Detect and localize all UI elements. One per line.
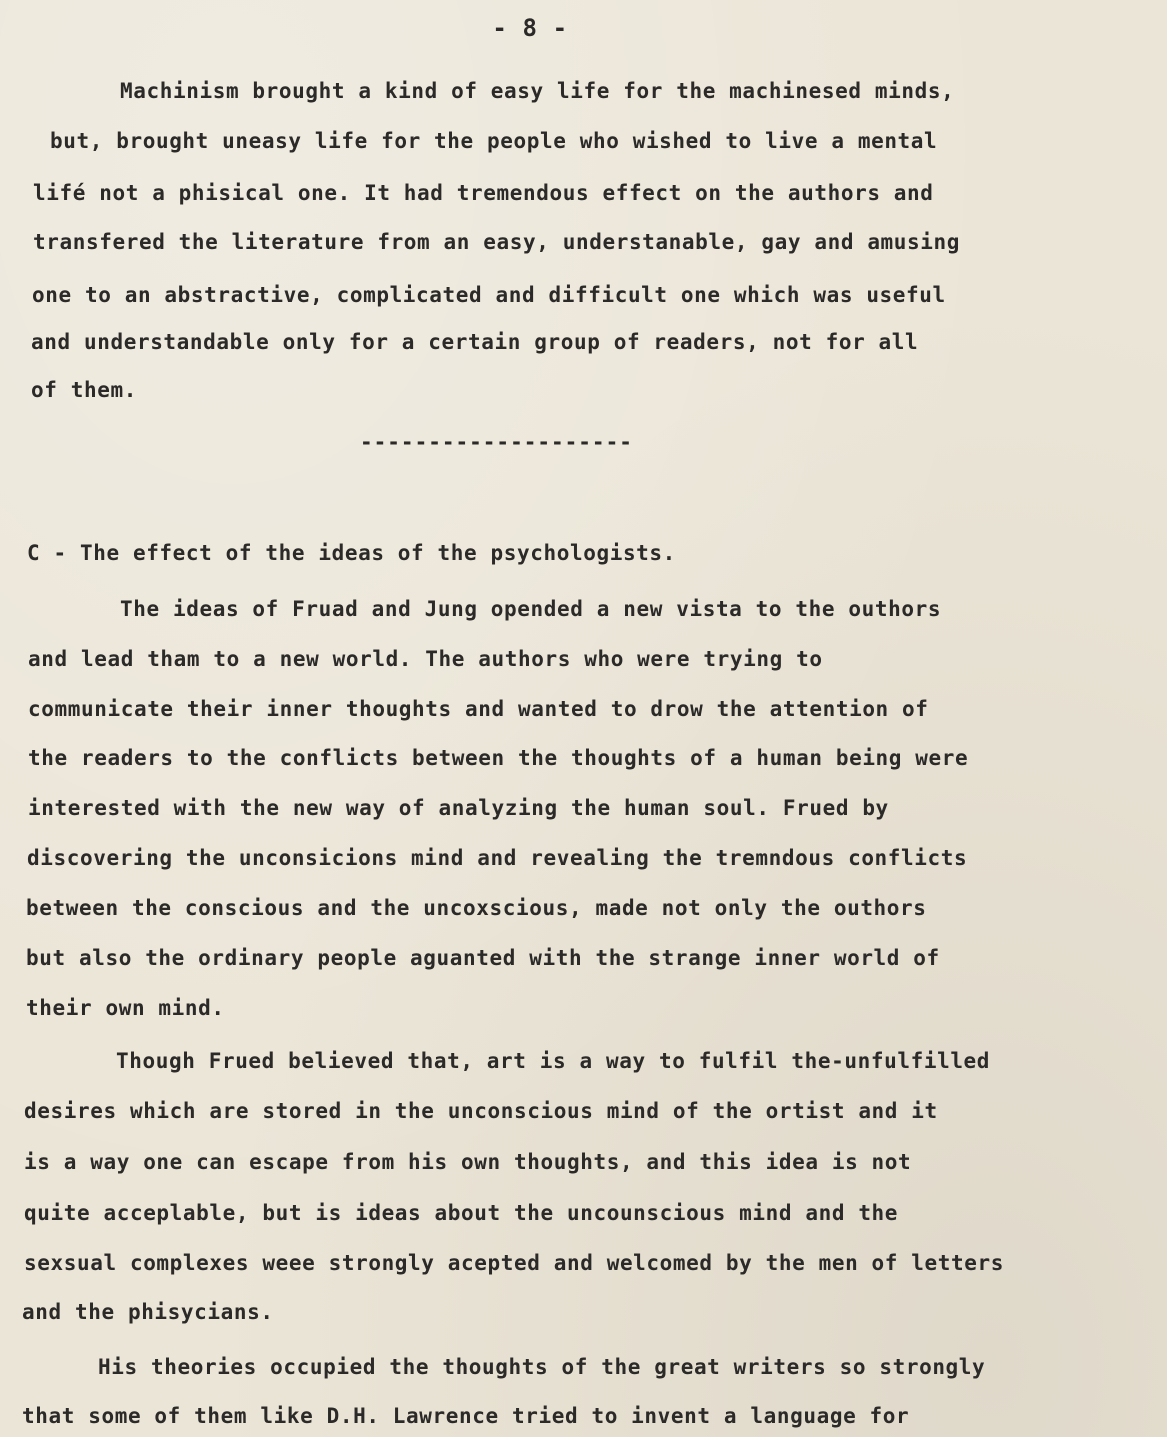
paragraph-1-line: but, brought uneasy life for the people who wished to live a mental: [50, 129, 938, 153]
paragraph-2-line: the readers to the conflicts between the thoughts of a human being were: [28, 746, 969, 770]
paragraph-2-line: communicate their inner thoughts and wanted to drow the attention of: [28, 697, 929, 721]
paragraph-1-line: and understandable only for a certain group of readers, not for all: [31, 330, 919, 354]
paragraph-4-line: that some of them like D.H. Lawrence tried to invent a language for: [22, 1404, 910, 1428]
paragraph-2-line: interested with the new way of analyzing the human soul. Frued by: [28, 796, 889, 820]
paragraph-2-line: and lead tham to a new world. The authors who were trying to: [28, 647, 823, 671]
paragraph-1-line: Machinism brought a kind of easy life for the machinesed minds,: [120, 79, 955, 103]
paragraph-3-line: quite acceplable, but is ideas about the uncounscious mind and the: [24, 1201, 899, 1225]
paragraph-1-line: of them.: [31, 378, 137, 402]
paragraph-2-line: their own mind.: [26, 996, 225, 1020]
paragraph-2-line: but also the ordinary people aguanted with the strange inner world of: [26, 946, 940, 970]
paragraph-3-line: sexsual complexes weee strongly acepted and welcomed by the men of letters: [24, 1251, 1004, 1275]
section-divider: --------------------: [360, 430, 633, 454]
paragraph-2-line: between the conscious and the uncoxscious, made not only the outhors: [26, 896, 927, 920]
page-number: - 8 -: [492, 14, 568, 42]
paragraph-3-line: is a way one can escape from his own thoughts, and this idea is not: [24, 1150, 912, 1174]
paragraph-3-line: Though Frued believed that, art is a way to fulfil the-unfulfilled: [116, 1049, 991, 1073]
paragraph-1-line: one to an abstractive, complicated and difficult one which was useful: [32, 283, 946, 307]
paragraph-2-line: The ideas of Fruad and Jung opended a new vista to the outhors: [120, 597, 942, 621]
paragraph-1-line: transfered the literature from an easy, understanable, gay and amusing: [33, 230, 961, 254]
paragraph-4-line: His theories occupied the thoughts of the great writers so strongly: [98, 1355, 986, 1379]
paragraph-1-line: lifé not a phisical one. It had tremendous effect on the authors and: [33, 181, 934, 205]
section-heading: C - The effect of the ideas of the psychologists.: [27, 541, 676, 565]
paragraph-2-line: discovering the unconsicions mind and revealing the tremndous conflicts: [27, 846, 968, 870]
paragraph-3-line: desires which are stored in the unconscious mind of the ortist and it: [24, 1099, 938, 1123]
paragraph-3-line: and the phisycians.: [22, 1300, 274, 1324]
